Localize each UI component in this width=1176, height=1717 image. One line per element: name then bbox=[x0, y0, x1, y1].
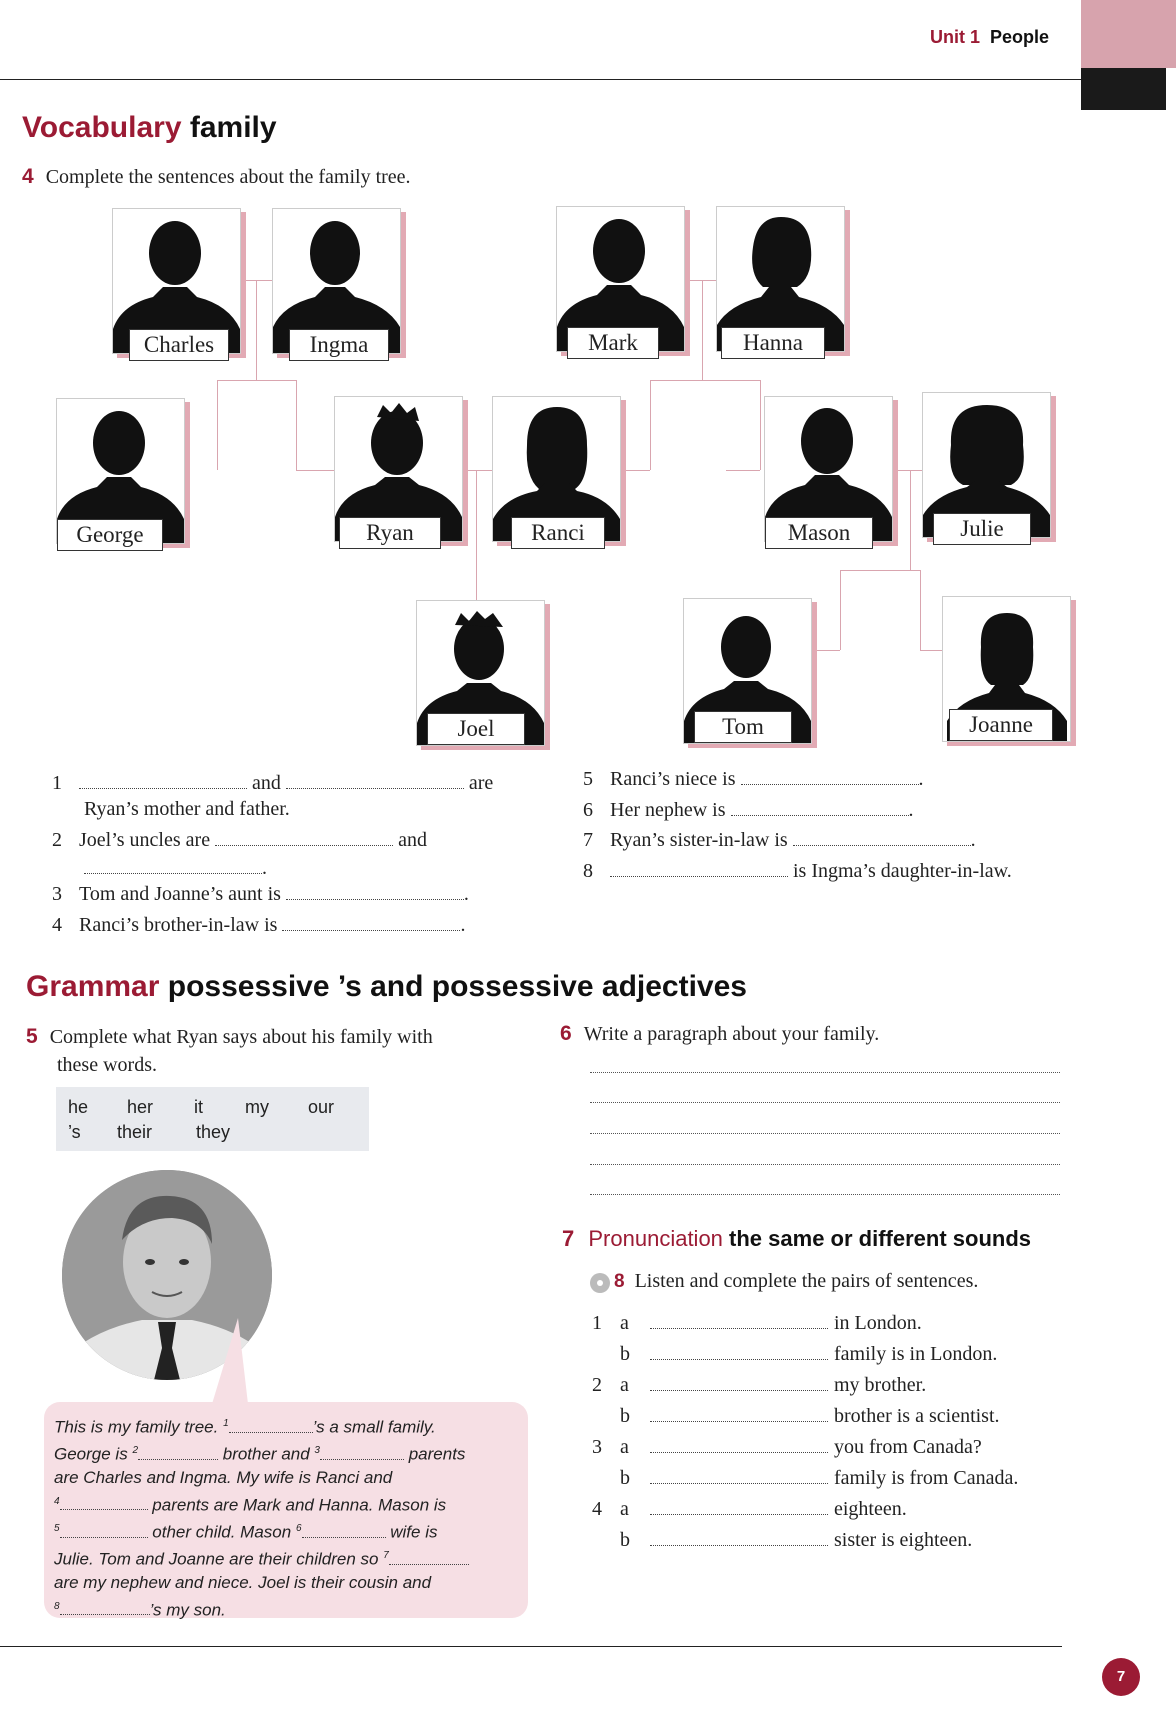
grammar-title bbox=[26, 970, 747, 1004]
tree-connector bbox=[726, 470, 760, 471]
pron-title-rest: the same or different sounds bbox=[729, 1226, 1031, 1251]
page-number: 7 bbox=[1102, 1658, 1140, 1696]
tree-connector bbox=[840, 570, 920, 571]
answer-blank[interactable] bbox=[389, 1550, 469, 1565]
grammar-title-colored: Grammar bbox=[26, 970, 160, 1003]
answer-blank[interactable] bbox=[731, 801, 909, 816]
person-card-joel bbox=[416, 600, 545, 746]
item-number: 1 bbox=[592, 1312, 602, 1334]
sentence-text: . bbox=[460, 914, 466, 936]
sentence-text: Ryan’s sister-in-law is bbox=[610, 829, 788, 851]
vocab-sentence-8 bbox=[583, 860, 1012, 883]
sentence-text: in London. bbox=[834, 1312, 922, 1334]
bubble-line: are Charles and Ingma. My wife is Ranci and bbox=[54, 1468, 393, 1488]
sentence-text: Tom and Joanne’s aunt is bbox=[79, 883, 281, 905]
tree-connector bbox=[650, 380, 760, 381]
person-name: Ryan bbox=[339, 517, 441, 549]
person-name: Charles bbox=[129, 329, 229, 361]
vocab-sentence-4 bbox=[52, 914, 465, 937]
word-chip: ’s bbox=[68, 1122, 81, 1142]
sentence-text: and bbox=[398, 829, 427, 851]
exercise-5-instruction bbox=[26, 1024, 433, 1078]
exercise-5-text: Complete what Ryan says about his family with bbox=[49, 1026, 433, 1048]
blank-number: 5 bbox=[54, 1522, 60, 1534]
corner-tab-dark bbox=[1081, 68, 1166, 110]
exercise-4-number: 4 bbox=[22, 165, 34, 188]
person-card-mason bbox=[764, 396, 893, 545]
pron-item-4 bbox=[592, 1494, 972, 1556]
item-letter: a bbox=[620, 1312, 629, 1334]
person-card-julie bbox=[922, 392, 1051, 541]
vocab-sentence-5 bbox=[583, 768, 924, 791]
tree-connector bbox=[920, 570, 921, 650]
person-name: Tom bbox=[694, 711, 792, 743]
item-number: 4 bbox=[52, 914, 62, 936]
answer-blank[interactable] bbox=[286, 885, 464, 900]
sentence-text: brother is a scientist. bbox=[834, 1405, 1000, 1427]
speech-bubble bbox=[44, 1402, 528, 1618]
vocab-sentence-2 bbox=[52, 826, 532, 882]
sentence-text: family is in London. bbox=[834, 1343, 998, 1365]
item-number: 8 bbox=[583, 860, 593, 882]
sentence-text: is Ingma’s daughter-in-law. bbox=[793, 860, 1012, 882]
sentence-text: . bbox=[463, 883, 469, 905]
person-card-tom bbox=[683, 598, 812, 744]
tree-connector bbox=[840, 570, 841, 650]
bubble-line: George is bbox=[54, 1444, 128, 1464]
bubble-line: Julie. Tom and Joanne are their children so bbox=[54, 1549, 379, 1569]
word-chip: he bbox=[68, 1097, 89, 1117]
vocab-sentence-7 bbox=[583, 829, 976, 852]
answer-blank[interactable] bbox=[138, 1445, 218, 1460]
person-card-joanne bbox=[942, 596, 1071, 742]
audio-cd-icon[interactable] bbox=[590, 1273, 610, 1293]
exercise-6-instruction bbox=[560, 1022, 879, 1046]
person-name: Ranci bbox=[511, 517, 605, 549]
bubble-line: parents bbox=[408, 1444, 466, 1464]
answer-blank[interactable] bbox=[60, 1523, 148, 1538]
vocab-sentence-3 bbox=[52, 883, 469, 906]
item-letter: b bbox=[620, 1343, 630, 1365]
word-box bbox=[56, 1087, 369, 1151]
tree-connector bbox=[622, 470, 650, 471]
person-card-hanna bbox=[716, 206, 845, 355]
item-number: 2 bbox=[52, 829, 62, 851]
sentence-text: . bbox=[262, 857, 267, 879]
sentence-text: family is from Canada. bbox=[834, 1467, 1019, 1489]
answer-blank[interactable] bbox=[229, 1418, 313, 1433]
blank-number: 8 bbox=[54, 1600, 60, 1612]
exercise-5-text: these words. bbox=[57, 1054, 157, 1076]
answer-blank[interactable] bbox=[60, 1495, 148, 1510]
answer-blank[interactable] bbox=[650, 1376, 828, 1391]
word-chip: her bbox=[127, 1097, 154, 1117]
blank-number: 1 bbox=[223, 1418, 229, 1429]
sentence-text: Joel’s uncles are bbox=[79, 829, 211, 851]
answer-blank[interactable] bbox=[650, 1531, 828, 1546]
item-number: 1 bbox=[52, 772, 62, 794]
pron-item-3 bbox=[592, 1432, 1018, 1494]
word-chip: our bbox=[308, 1097, 335, 1117]
pron-item-1 bbox=[592, 1308, 997, 1370]
writing-line[interactable] bbox=[590, 1163, 1060, 1165]
listen-instruction bbox=[590, 1270, 978, 1293]
answer-blank[interactable] bbox=[84, 859, 262, 874]
blank-number: 4 bbox=[54, 1495, 60, 1507]
answer-blank[interactable] bbox=[282, 916, 460, 931]
answer-blank[interactable] bbox=[302, 1523, 386, 1538]
unit-header bbox=[930, 27, 1049, 48]
word-chip: it bbox=[194, 1097, 203, 1117]
tree-connector bbox=[650, 380, 651, 470]
writing-line[interactable] bbox=[590, 1101, 1060, 1103]
tree-connector bbox=[217, 380, 218, 470]
sentence-text: my brother. bbox=[834, 1374, 927, 1396]
blank-number: 7 bbox=[383, 1550, 389, 1562]
blank-number: 6 bbox=[295, 1522, 302, 1534]
person-name: George bbox=[57, 519, 163, 551]
grammar-title-rest: possessive ’s and possessive adjectives bbox=[167, 970, 747, 1003]
vocab-title-rest: family bbox=[189, 111, 277, 144]
answer-blank[interactable] bbox=[793, 831, 971, 846]
item-letter: b bbox=[620, 1467, 630, 1489]
tree-connector bbox=[296, 380, 297, 470]
sentence-text: Ranci’s niece is bbox=[610, 768, 736, 790]
item-number: 3 bbox=[592, 1436, 602, 1458]
tree-connector bbox=[760, 380, 761, 470]
exercise-4-text: Complete the sentences about the family tree. bbox=[45, 166, 411, 188]
vocab-sentence-6 bbox=[583, 799, 914, 822]
sentence-text: sister is eighteen. bbox=[834, 1529, 973, 1551]
item-letter: a bbox=[620, 1374, 629, 1396]
answer-blank[interactable] bbox=[320, 1445, 404, 1460]
audio-track-number: 8 bbox=[614, 1271, 625, 1292]
sentence-text: . bbox=[908, 799, 914, 821]
sentence-text: . bbox=[970, 829, 976, 851]
item-letter: b bbox=[620, 1529, 630, 1551]
vocab-sentence-1 bbox=[52, 770, 532, 822]
person-name: Mason bbox=[765, 517, 873, 549]
sentence-text: eighteen. bbox=[834, 1498, 907, 1520]
item-number: 4 bbox=[592, 1498, 602, 1520]
writing-line[interactable] bbox=[590, 1193, 1060, 1195]
bubble-text bbox=[54, 1412, 524, 1622]
word-chip: my bbox=[245, 1097, 269, 1117]
answer-blank[interactable] bbox=[650, 1469, 828, 1484]
bubble-line: brother and bbox=[222, 1444, 310, 1464]
bubble-line: ’s my son. bbox=[149, 1600, 226, 1620]
word-chip: they bbox=[196, 1122, 231, 1142]
tree-connector bbox=[217, 380, 297, 381]
unit-title: People bbox=[990, 27, 1050, 47]
bubble-line: are my nephew and niece. Joel is their cousin and bbox=[54, 1573, 432, 1593]
answer-blank[interactable] bbox=[650, 1345, 828, 1360]
person-name: Ingma bbox=[289, 329, 389, 361]
vocab-title-colored: Vocabulary bbox=[22, 111, 182, 144]
writing-line[interactable] bbox=[590, 1071, 1060, 1073]
answer-blank[interactable] bbox=[650, 1314, 828, 1329]
item-number: 6 bbox=[583, 799, 593, 821]
corner-tab bbox=[1081, 0, 1176, 68]
tree-connector bbox=[256, 280, 257, 380]
exercise-7-title bbox=[562, 1226, 1031, 1252]
exercise-6-text: Write a paragraph about your family. bbox=[583, 1023, 880, 1045]
sentence-text: Her nephew is bbox=[610, 799, 726, 821]
exercise-5-number: 5 bbox=[26, 1025, 38, 1048]
person-name: Hanna bbox=[721, 327, 825, 359]
item-number: 7 bbox=[583, 829, 593, 851]
exercise-6-number: 6 bbox=[560, 1022, 572, 1045]
vocab-title bbox=[22, 111, 277, 145]
listen-text: Listen and complete the pairs of sentences. bbox=[634, 1270, 979, 1292]
bubble-line: wife is bbox=[390, 1522, 438, 1542]
sentence-text: are bbox=[468, 772, 494, 794]
person-card-george bbox=[56, 398, 185, 547]
bubble-line: other child. Mason bbox=[152, 1522, 292, 1542]
pron-title-colored: Pronunciation bbox=[588, 1226, 723, 1251]
writing-line[interactable] bbox=[590, 1132, 1060, 1134]
answer-blank[interactable] bbox=[215, 831, 393, 846]
person-card-ryan bbox=[334, 396, 463, 545]
blank-number: 2 bbox=[132, 1445, 138, 1457]
person-name: Julie bbox=[933, 513, 1031, 545]
item-letter: a bbox=[620, 1498, 629, 1520]
exercise-7-number: 7 bbox=[562, 1226, 575, 1251]
sentence-text: Ranci’s brother-in-law is bbox=[79, 914, 278, 936]
item-number: 3 bbox=[52, 883, 62, 905]
bubble-line: parents are Mark and Hanna. Mason is bbox=[152, 1495, 447, 1515]
person-name: Joanne bbox=[949, 709, 1053, 741]
footer-rule bbox=[0, 1646, 1062, 1647]
person-name: Mark bbox=[567, 327, 659, 359]
person-card-ranci bbox=[492, 396, 621, 545]
sentence-text: . bbox=[918, 768, 924, 790]
item-letter: b bbox=[620, 1405, 630, 1427]
item-letter: a bbox=[620, 1436, 629, 1458]
answer-blank[interactable] bbox=[650, 1500, 828, 1515]
sentence-text: and bbox=[252, 772, 281, 794]
tree-connector bbox=[296, 470, 336, 471]
sentence-text: you from Canada? bbox=[834, 1436, 982, 1458]
answer-blank[interactable] bbox=[650, 1438, 828, 1453]
answer-blank[interactable] bbox=[60, 1600, 150, 1615]
answer-blank[interactable] bbox=[610, 862, 788, 877]
speech-bubble-tail bbox=[212, 1318, 248, 1404]
bubble-line: ’s a small family. bbox=[312, 1417, 436, 1437]
person-card-mark bbox=[556, 206, 685, 355]
answer-blank[interactable] bbox=[286, 774, 464, 789]
person-card-ingma bbox=[272, 208, 401, 357]
word-chip: their bbox=[117, 1122, 153, 1142]
person-name: Joel bbox=[427, 713, 525, 745]
tree-connector bbox=[702, 280, 703, 380]
tree-connector bbox=[910, 470, 911, 570]
pron-item-2 bbox=[592, 1370, 1000, 1432]
answer-blank[interactable] bbox=[650, 1407, 828, 1422]
tree-connector bbox=[920, 650, 944, 651]
blank-number: 3 bbox=[314, 1445, 320, 1457]
item-number: 2 bbox=[592, 1374, 602, 1396]
unit-label: Unit 1 bbox=[930, 27, 981, 47]
answer-blank[interactable] bbox=[741, 770, 919, 785]
sentence-text: Ryan’s mother and father. bbox=[84, 798, 290, 820]
answer-blank[interactable] bbox=[79, 774, 247, 789]
person-card-charles bbox=[112, 208, 241, 357]
header-rule bbox=[0, 79, 1081, 80]
exercise-4-instruction bbox=[22, 165, 411, 189]
bubble-line: This is my family tree. bbox=[54, 1417, 219, 1437]
item-number: 5 bbox=[583, 768, 593, 790]
tree-connector bbox=[476, 470, 477, 600]
